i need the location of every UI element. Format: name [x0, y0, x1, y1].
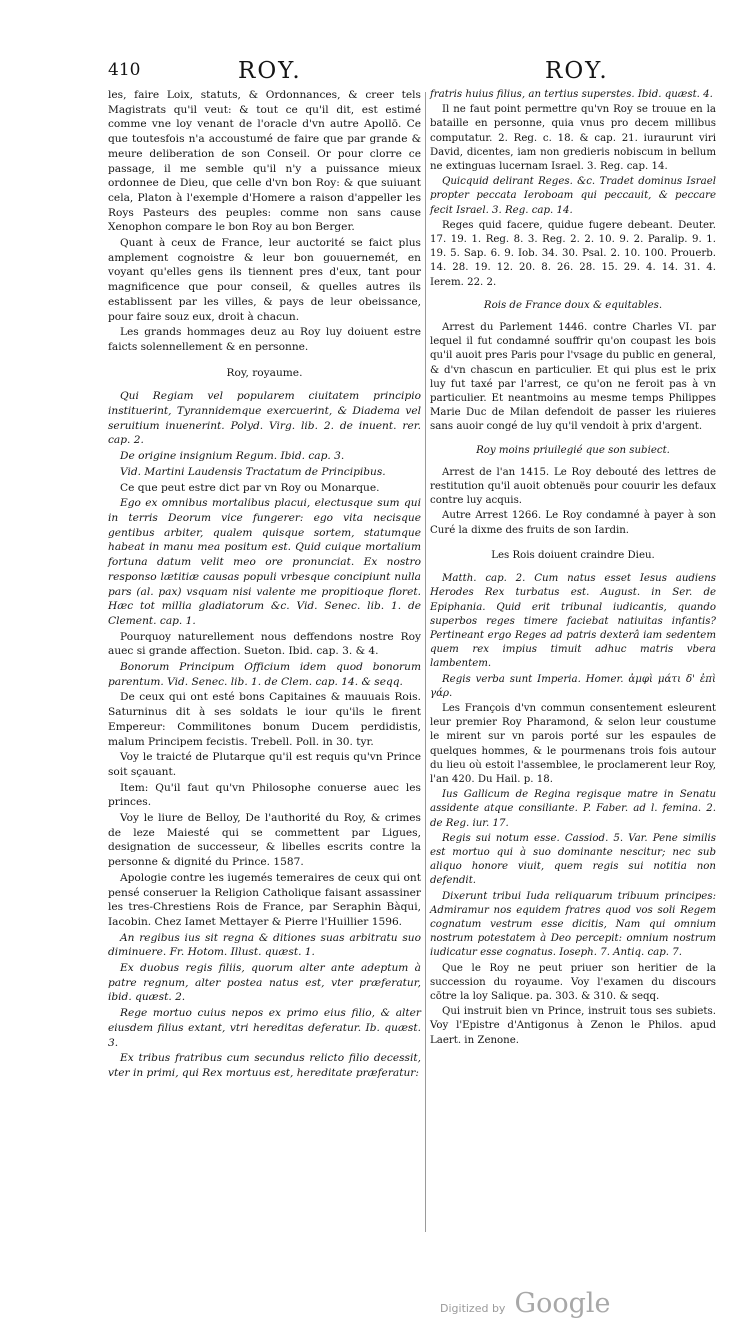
section-heading: Rois de France doux & equitables. — [483, 299, 663, 311]
left-column — [108, 88, 421, 1082]
section-heading: Roy, royaume. — [226, 366, 303, 379]
paragraph: Vid. Martini Laudensis Tractatum de Principibus. — [120, 465, 386, 478]
section-heading: Roy moins priuilegié que son subiect. — [476, 444, 670, 456]
header-title-left: ROY. — [238, 58, 302, 84]
paragraph: Ius Gallicum de Regina regisque matre in Senatu assidente atque consiliante. P. Faber. ad l. femina. 2. de Reg. iur. 17. — [430, 789, 716, 829]
paragraph: An regibus ius sit regna & ditiones suas arbitratu suo diminuere. Fr. Hotom. Illust. quæst. 1. — [108, 931, 421, 959]
paragraph: De ceux qui ont esté bons Capitaines & mauuais Rois. Saturninus dit à ses soldats le iour qu'ils le firent Empereur: Commilitones bonum Ducem perdidistis, malum Principem fecistis. Trebell. Poll. in 30. tyr. — [108, 691, 421, 748]
column-divider — [425, 92, 426, 1232]
paragraph: Il ne faut point permettre qu'vn Roy se trouue en la bataille en personne, quia vnus pro decem millibus computatur. 2. Reg. c. 18. & cap. 21. iuraurunt viri David, dicentes, iam non gredieris nobiscum in bellum ne extinguas lucernam Israel. 3. Reg. cap. 14. — [430, 104, 716, 173]
paragraph: Regis sui notum esse. Cassiod. 5. Var. Pene similis est mortuo qui à suo dominante nescitur; nec sub aliquo honore viuit, quem regis sui notitia non defendit. — [430, 832, 716, 887]
paragraph: Qui Regiam vel popularem ciuitatem principio instituerint, Tyrannidemque exercuerint, & Diadema vel seruitium inuenerint. Polyd. Virg. lib. 2. de inuent. rer. cap. 2. — [108, 390, 421, 447]
header-title-right: ROY. — [545, 58, 609, 84]
paragraph: Reges quid facere, quidue fugere debeant. Deuter. 17. 19. 1. Reg. 8. 3. Reg. 2. 2. 10. 9. 2. Paralip. 9. 1. 19. 5. Sap. 6. 9. Iob. 34. 30. Psal. 2. 10. 100. Prouerb. 14. 28. 19. 12. 20. 8. 26. 28. 15. 29. 4. 14. 31. 4. Ierem. 22. 2. — [430, 219, 716, 288]
paragraph: Matth. cap. 2. Cum natus esset Iesus audiens Herodes Rex turbatus est. August. in Ser. de Epiphania. Quid erit tribunal iudicantis, quando superbos reges timere faciebat natiuitas infantis? Pertineant ergo Reges ad patris dexterâ iam sedentem quem rex impius timuit adhuc matris vbera lambentem. — [430, 573, 716, 670]
paragraph: Apologie contre les iugemés temeraires de ceux qui ont pensé conseruer la Religion Catholique faisant assassiner les tres-Chrestiens Rois de France, par Seraphin Bàqui, Iacobin. Chez Iamet Mettayer & Pierre l'Huillier 1596. — [108, 871, 421, 928]
paragraph: Les grands hommages deuz au Roy luy doiuent estre faicts solennellement & en personne. — [108, 326, 421, 353]
section-heading: Les Rois doiuent craindre Dieu. — [491, 549, 655, 561]
right-column — [430, 88, 716, 1049]
paragraph: Voy le liure de Belloy, De l'authorité du Roy, & crimes de leze Maiesté qui se commettent par Ligues, designation de successeur, & libelles escrits contre la personne & dignité du Prince. 1587. — [108, 812, 421, 869]
digitized-footer — [440, 1288, 611, 1319]
digitized-by-label: Digitized by — [440, 1302, 506, 1315]
paragraph: Quant à ceux de France, leur auctorité se faict plus amplement cognoistre & leur bon gouuernemét, en voyant qu'elles gens ils tiennent pres d'eux, tant pour magnificence que pour conseil, & quelles autres ils establissent par les villes, & pays de leur obeissance, pour faire souz eux, droit à chacun. — [108, 237, 421, 323]
running-header — [108, 60, 716, 86]
paragraph: les, faire Loix, statuts, & Ordonnances, & creer tels Magistrats qu'il veut: & tout ce qu'il dit, est estimé comme vne loy venant de l'oracle d'vn autre Apollō. Ce que toutesfois n'a accoustumé de faire que par grande & meure deliberation de son Conseil. Or pour clorre ce passage, il me semble qu'il n'y a puissance mieux ordonnee de Dieu, que celle d'vn bon Roy: & que suiuant cela, Platon à l'exemple d'Homere a raison d'appeller les Roys Pasteurs des peuples: comme non sans cause Xenophon compare le bon Roy au bon Berger. — [108, 89, 421, 234]
paragraph: Ex tribus fratribus cum secundus relicto filio decessit, vter in primi, qui Rex mortuus est, hereditate præferatur: — [108, 1052, 421, 1079]
paragraph: fratris huius filius, an tertius superstes. Ibid. quæst. 4. — [430, 89, 713, 100]
page-number: 410 — [108, 60, 141, 80]
paragraph: Autre Arrest 1266. Le Roy condamné à payer à son Curé la dixme des fruits de son Iardin. — [430, 510, 716, 536]
paragraph: De origine insignium Regum. Ibid. cap. 3. — [120, 450, 345, 463]
paragraph: Voy le traicté de Plutarque qu'il est requis qu'vn Prince soit sçauant. — [108, 751, 421, 778]
paragraph: Quicquid delirant Reges. &c. Tradet dominus Israel propter peccata Ieroboam qui peccauit, & peccare fecit Israel. 3. Reg. cap. 14. — [430, 176, 716, 216]
paragraph: Regis verba sunt Imperia. Homer. ἀμφὶ μάτι δ' ἐπὶ γάρ. — [430, 673, 716, 699]
paragraph: Dixerunt tribui Iuda reliquarum tribuum principes: Admiramur nos equidem fratres quod vos soli Regem cognatum vestrum esse dicitis, Nam qui omnium nostrum potestatem à Deo percepit: omnium nostrum iudicatur esse cognatus. Ioseph. 7. Antiq. cap. 7. — [430, 890, 716, 959]
paragraph: Les François d'vn commun consentement esleurent leur premier Roy Pharamond, & selon leur coustume le mirent sur vn parois porté sur les espaules de quelques hommes, & le pourmenans trois fois autour du lieu où estoit l'assemblee, le proclamerent leur Roy, l'an 420. Du Hail. p. 18. — [430, 702, 716, 785]
paragraph: Arrest de l'an 1415. Le Roy debouté des lettres de restitution qu'il auoit obtenuës pour couurir les defaux contre luy acquis. — [430, 466, 716, 507]
paragraph: Ego ex omnibus mortalibus placui, electusque sum qui in terris Deorum vice fungerer: ego vita necisque gentibus arbiter, qualem quisque sortem, statumque habeat in manu mea positum est. Quid cuique mortalium fortuna datum velit meo ore pronunciat. Ex nostro responso lætitiæ causas populi vrbesque concipiunt nulla pars (al. pax) vsquam nisi valente me propitioque floret. Hæc tot millia gladiatorum &c. Vid. Senec. lib. 1. de Clement. cap. 1. — [108, 497, 421, 627]
paragraph: Pourquoy naturellement nous deffendons nostre Roy auec si grande affection. Sueton. Ibid. cap. 3. & 4. — [108, 630, 421, 658]
google-logo: Google — [514, 1288, 611, 1319]
paragraph: Item: Qu'il faut qu'vn Philosophe conuerse auec les princes. — [108, 781, 421, 809]
paragraph: Qui instruit bien vn Prince, instruit tous ses subiets. Voy l'Epistre d'Antigonus à Zenon le Philos. apud Laert. in Zenone. — [430, 1006, 716, 1046]
paragraph: Rege mortuo cuius nepos ex primo eius filio, & alter eiusdem filius extant, vtri hereditas deferatur. Ib. quæst. 3. — [108, 1007, 421, 1049]
paragraph: Ce que peut estre dict par vn Roy ou Monarque. — [120, 481, 380, 494]
paragraph: Ex duobus regis filiis, quorum alter ante adeptum à patre regnum, alter postea natus est, vter præferatur, ibid. quæst. 2. — [108, 962, 421, 1004]
paragraph: Bonorum Principum Officium idem quod bonorum parentum. Vid. Senec. lib. 1. de Clem. cap. 14. & seqq. — [108, 661, 421, 688]
paragraph: Arrest du Parlement 1446. contre Charles VI. par lequel il fut condamné souffrir qu'on coupast les bois qu'il auoit pres Paris pour l'vsage du public en general, & d'vn chascun en particulier. Et qui plus est le prix luy fut taxé par l'arrest, ce qu'on ne feroit pas à vn particulier. Et neantmoins au mesme temps Philippes Marie Duc de Milan defendoit de passer les riuieres sans auoir congé de luy qu'il vendoit à prix d'argent. — [430, 322, 716, 433]
paragraph: Que le Roy ne peut priuer son heritier de la succession du royaume. Voy l'examen du discours cōtre la loy Salique. pa. 303. & 310. & seqq. — [430, 962, 716, 1002]
